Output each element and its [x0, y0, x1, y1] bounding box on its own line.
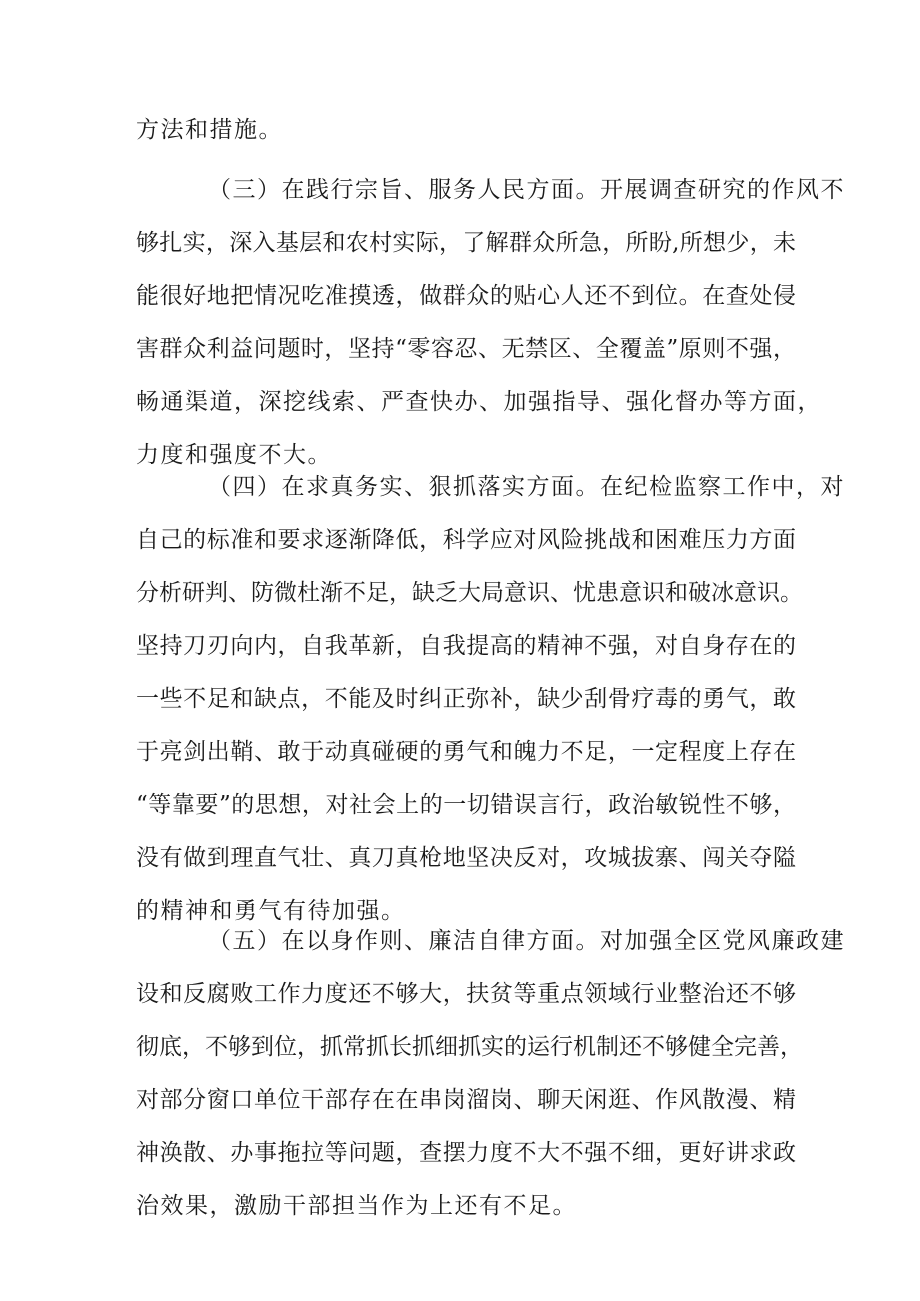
text-line: 一些不足和缺点，不能及时纠正弥补，缺少刮骨疗毒的勇气，敢: [136, 686, 796, 712]
paragraph-continuation: [136, 104, 796, 157]
text-line: 治效果，激励干部担当作为上还有不足。: [136, 1193, 577, 1219]
text-line: 分析研判、防微杜渐不足，缺乏大局意识、忧患意识和破冰意识。: [136, 580, 803, 606]
text-line: 够扎实，深入基层和农村实际，了解群众所急，所盼,所想少，未: [136, 230, 796, 256]
text-line: 对部分窗口单位干部存在在串岗溜岗、聊天闲逛、作风散漫、精: [136, 1087, 796, 1113]
text-line: 彻底，不够到位，抓常抓长抓细抓实的运行机制还不够健全完善，: [136, 1034, 803, 1060]
text-line: 于亮剑出鞘、敢于动真碰硬的勇气和魄力不足，一定程度上存在: [136, 739, 796, 765]
text-line: 的精神和勇气有待加强。: [136, 898, 406, 924]
text-line: （三）在践行宗旨、服务人民方面。开展调查研究的作风不: [208, 177, 845, 203]
text-line: “等靠要”的思想，对社会上的一切错误言行，政治敏锐性不够，: [136, 792, 796, 818]
paragraph-section-3: [136, 164, 845, 482]
text-line: 能很好地把情况吃准摸透，做群众的贴心人还不到位。在查处侵: [136, 283, 796, 309]
text-line: 设和反腐败工作力度还不够大，扶贫等重点领域行业整治还不够: [136, 981, 796, 1007]
paragraph-section-4: [136, 461, 845, 938]
text-line: 没有做到理直气壮、真刀真枪地坚决反对，攻城拔寨、闯关夺隘: [136, 845, 796, 871]
text-line: 坚持刀刃向内，自我革新，自我提高的精神不强，对自身存在的: [136, 633, 796, 659]
text-line: 自己的标准和要求逐渐降低，科学应对风险挑战和困难压力方面: [136, 527, 796, 553]
text-line: 力度和强度不大。: [136, 442, 332, 468]
text-line: （四）在求真务实、狠抓落实方面。在纪检监察工作中，对: [208, 474, 845, 500]
text-line: 神涣散、办事拖拉等问题，查摆力度不大不强不细，更好讲求政: [136, 1140, 796, 1166]
paragraph-section-5: [136, 915, 845, 1233]
text-line: 畅通渠道，深挖线索、严查快办、加强指导、强化督办等方面，: [136, 389, 822, 415]
text-line: 害群众利益问题时，坚持“零容忍、无禁区、全覆盖”原则不强，: [136, 336, 796, 362]
text-line: 方法和措施。: [136, 117, 283, 143]
text-line: （五）在以身作则、廉洁自律方面。对加强全区党风廉政建: [208, 928, 845, 954]
